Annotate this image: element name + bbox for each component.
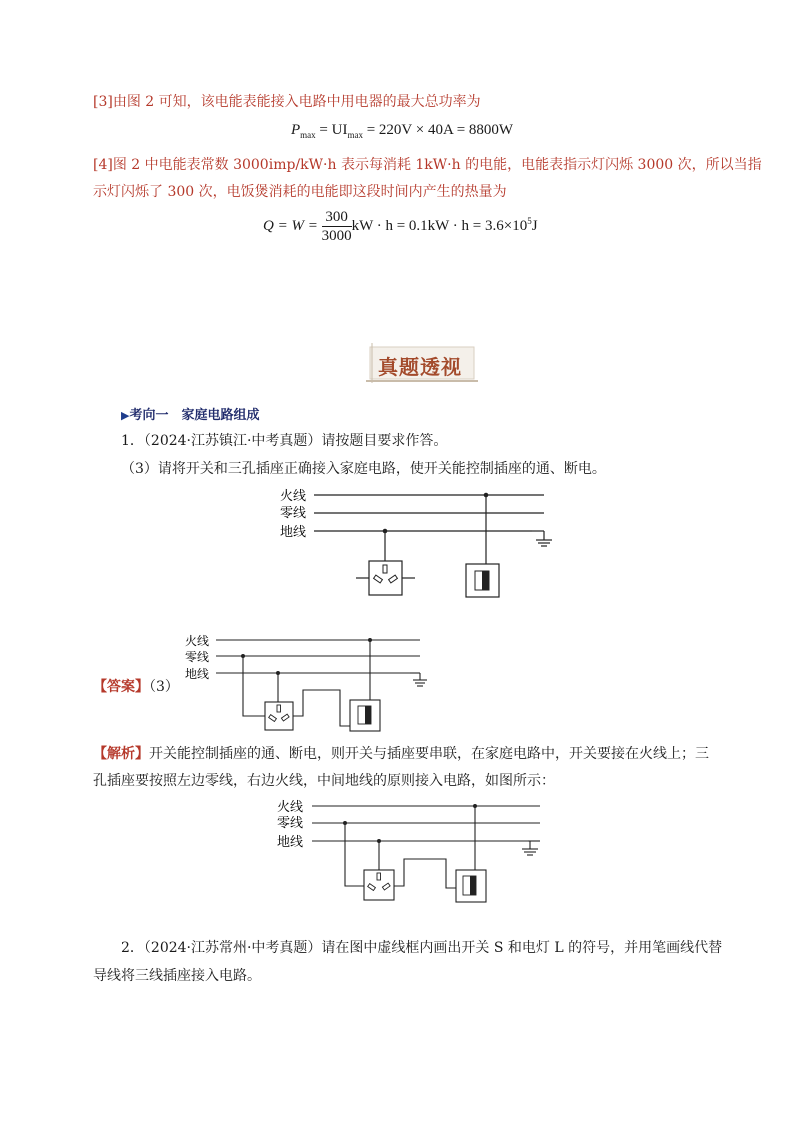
ground-symbol — [410, 673, 427, 686]
socket-icon — [265, 702, 293, 730]
banner-title: 真题透视 — [378, 355, 462, 379]
analysis-label: 【解析】 — [93, 746, 149, 762]
section-banner — [366, 343, 478, 383]
circuit-figure-answer — [180, 630, 430, 740]
switch-icon — [466, 564, 499, 597]
live-wire-label: 火线 — [185, 634, 210, 648]
socket-icon — [364, 870, 394, 900]
ground-wire-label: 地线 — [185, 667, 210, 681]
q2-line2: 导线将三线插座接入电路。 — [93, 968, 261, 984]
topic-heading — [121, 404, 259, 423]
topic-label: 考向一 家庭电路组成 — [129, 408, 260, 423]
answer-heading — [93, 677, 179, 697]
neutral-wire-label: 零线 — [280, 506, 307, 521]
switch-icon — [456, 870, 486, 902]
switch-icon — [350, 700, 380, 731]
live-wire-label: 火线 — [277, 800, 304, 815]
ground-wire-label: 地线 — [277, 835, 304, 850]
analysis-line2: 孔插座要按照左边零线，右边火线，中间地线的原则接入电路，如图所示： — [93, 773, 555, 789]
ground-symbol — [522, 841, 540, 855]
q2-line1: 2．（2024·江苏常州·中考真题）请在图中虚线框内画出开关 S 和电灯 L 的符号，并用笔画线代替 — [121, 940, 723, 956]
triangle-icon: ▶ — [121, 409, 130, 422]
formula-max-power: $P_{max} = UI_{max} = 220V \times 40A = 8800W$ — [291, 122, 514, 140]
answer-part: （3） — [149, 679, 179, 695]
solution-part4-line2: 示灯闪烁了 300 次，电饭煲消耗的电能即这段时间内产生的热量为 — [93, 184, 507, 200]
ground-symbol — [532, 531, 552, 546]
analysis-line1: 【解析】开关能控制插座的通、断电，则开关与插座要串联，在家庭电路中，开关要接在火线上；三 — [93, 746, 709, 762]
ground-wire-label: 地线 — [280, 525, 307, 540]
live-wire-label: 火线 — [280, 489, 307, 504]
socket-icon — [356, 561, 415, 595]
solution-part3-text: [3]由图 2 可知，该电能表能接入电路中用电器的最大总功率为 — [93, 94, 481, 110]
answer-label: 【答案】 — [93, 679, 149, 695]
circuit-figure-question — [270, 484, 560, 604]
q1-part3: （3）请将开关和三孔插座正确接入家庭电路，使开关能控制插座的通、断电。 — [121, 461, 606, 477]
neutral-wire-label: 零线 — [277, 816, 304, 831]
fraction: $\frac{300}{3000}$ — [321, 209, 352, 244]
circuit-figure-analysis — [272, 796, 552, 908]
solution-part4-line1: [4]图 2 中电能表常数 3000imp/kW·h 表示每消耗 1kW·h 的电能，电能表指示灯闪烁 3000 次，所以当指 — [93, 157, 762, 173]
q1-stem: 1．（2024·江苏镇江·中考真题）请按题目要求作答。 — [121, 433, 448, 449]
neutral-wire-label: 零线 — [185, 650, 210, 664]
formula-heat: Q = W = $\frac{300}{3000}$ kW · $h = 0.1kW \cdot h = 3.6\times 10^5J$ — [263, 209, 538, 244]
